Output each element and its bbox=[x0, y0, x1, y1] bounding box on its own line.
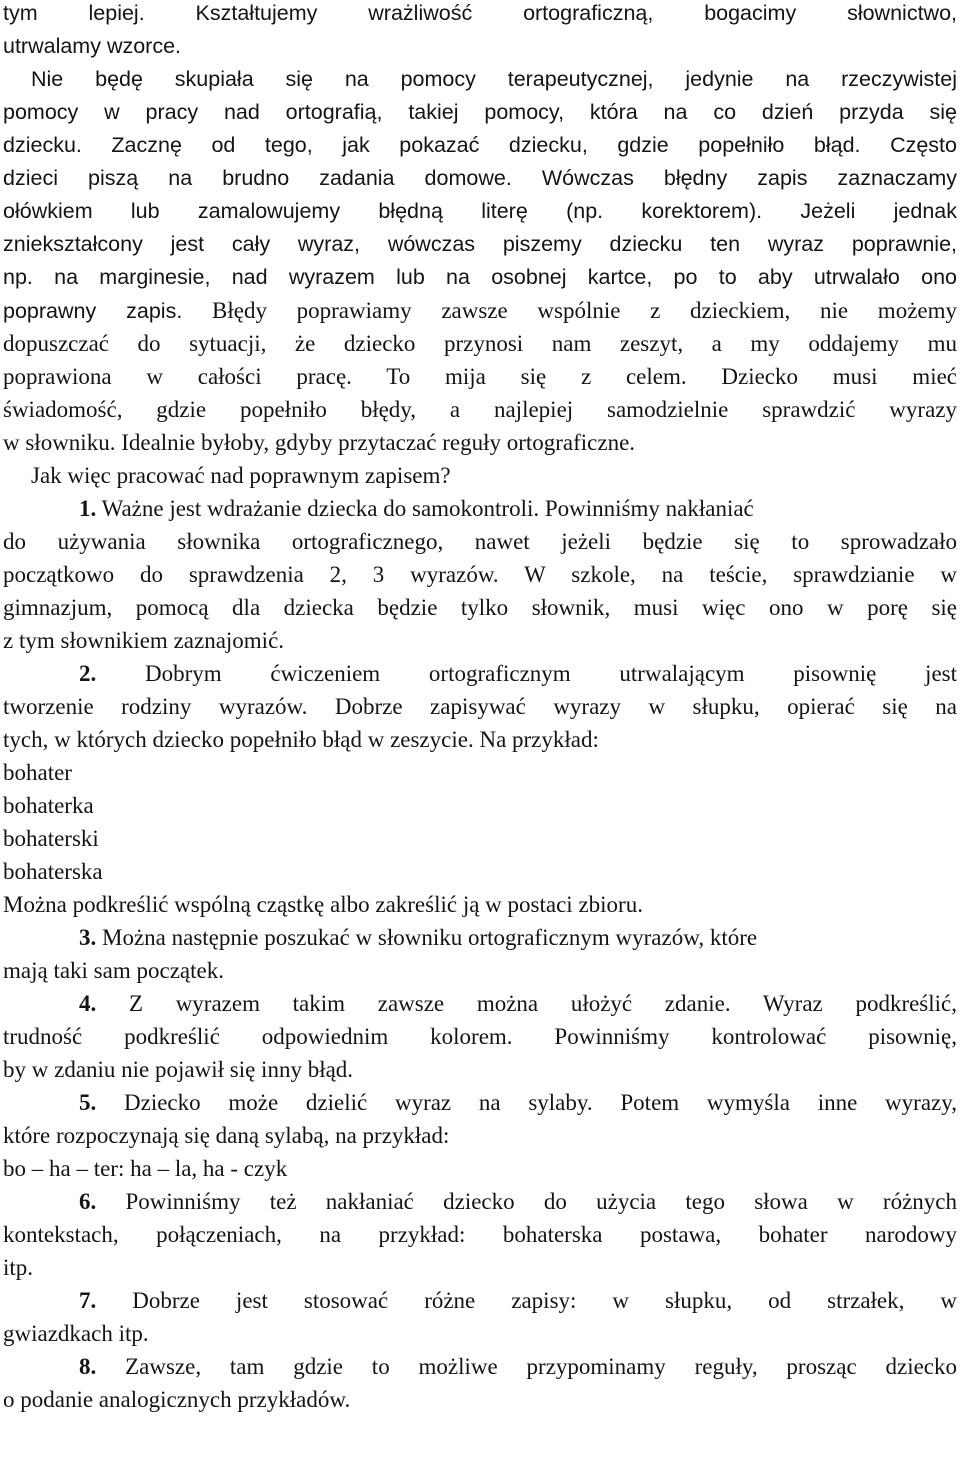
text-line: ołówkiem lub zamalowujemy błędną literę (np. korektorem). Jeżeli jednak bbox=[3, 199, 957, 223]
list-item-heading bbox=[3, 921, 957, 954]
text-line: Jak więc pracować nad poprawnym zapisem? bbox=[31, 463, 451, 488]
text-line: gwiazdkach itp. bbox=[3, 1321, 149, 1346]
syllable-example: bo – ha – ter: ha – la, ha - czyk bbox=[3, 1156, 288, 1181]
text-line: kontekstach, połączeniach, na przykład: bohaterska postawa, bohater narodowy bbox=[3, 1222, 957, 1247]
list-item-heading bbox=[3, 987, 957, 1020]
text-line: świadomość, gdzie popełniło błędy, a najlepiej samodzielnie sprawdzić wyrazy bbox=[3, 397, 957, 422]
list-item-heading bbox=[3, 1185, 957, 1218]
text-segment: poprawny zapis. bbox=[3, 299, 183, 323]
text-line: trudność podkreślić odpowiednim kolorem. Powinniśmy kontrolować pisownię, bbox=[3, 1024, 957, 1049]
text-segment: Błędy poprawiamy zawsze wspólnie z dzieckiem, nie możemy bbox=[212, 298, 957, 323]
text-line: dziecku. Zacznę od tego, jak pokazać dziecku, gdzie popełniło błąd. Często bbox=[3, 133, 957, 157]
text-segment: Można następnie poszukać w słowniku ortograficznym wyrazów, które bbox=[102, 925, 758, 950]
text-segment: Zawsze, tam gdzie to możliwe przypominamy reguły, prosząc dziecko bbox=[125, 1354, 957, 1379]
text-line: dopuszczać do sytuacji, że dziecko przynosi nam zeszyt, a my oddajemy mu bbox=[3, 331, 957, 356]
text-line: pomocy w pracy nad ortografią, takiej pomocy, która na co dzień przyda się bbox=[3, 100, 957, 124]
list-number: 5. bbox=[79, 1090, 97, 1115]
text-line bbox=[3, 294, 957, 327]
text-line: Nie będę skupiała się na pomocy terapeutycznej, jedynie na rzeczywistej bbox=[31, 67, 957, 91]
list-number: 4. bbox=[79, 991, 97, 1016]
text-line: np. na marginesie, nad wyrazem lub na osobnej kartce, po to aby utrwalało ono bbox=[3, 265, 957, 289]
text-line: Można podkreślić wspólną cząstkę albo zakreślić ją w postaci zbioru. bbox=[3, 892, 643, 917]
text-line: poprawiona w całości pracę. To mija się z celem. Dziecko musi mieć bbox=[3, 364, 957, 389]
list-item-heading bbox=[3, 492, 957, 525]
list-item-heading bbox=[3, 1350, 957, 1383]
text-line: które rozpoczynają się daną sylabą, na przykład: bbox=[3, 1123, 450, 1148]
list-item-heading bbox=[3, 657, 957, 690]
text-segment: Z wyrazem takim zawsze można ułożyć zdanie. Wyraz podkreślić, bbox=[128, 991, 957, 1016]
text-line: o podanie analogicznych przykładów. bbox=[3, 1387, 351, 1412]
list-number: 8. bbox=[79, 1354, 97, 1379]
list-number: 1. bbox=[79, 496, 97, 521]
text-segment: Ważne jest wdrażanie dziecka do samokontroli. Powinniśmy nakłaniać bbox=[101, 496, 754, 521]
text-line: tworzenie rodziny wyrazów. Dobrze zapisywać wyrazy w słupku, opierać się na bbox=[3, 694, 957, 719]
list-number: 2. bbox=[79, 661, 97, 686]
text-line: zniekształcony jest cały wyraz, wówczas piszemy dziecku ten wyraz poprawnie, bbox=[3, 232, 957, 256]
text-line: mają taki sam początek. bbox=[3, 958, 224, 983]
text-line: tym lepiej. Kształtujemy wrażliwość ortograficzną, bogacimy słownictwo, bbox=[3, 1, 957, 25]
text-line: dzieci piszą na brudno zadania domowe. Wówczas błędny zapis zaznaczamy bbox=[3, 166, 957, 190]
word-example: bohater bbox=[3, 760, 72, 785]
text-line: itp. bbox=[3, 1255, 34, 1280]
list-number: 6. bbox=[79, 1189, 97, 1214]
word-example: bohaterski bbox=[3, 826, 99, 851]
word-example: bohaterka bbox=[3, 793, 94, 818]
text-line: by w zdaniu nie pojawił się inny błąd. bbox=[3, 1057, 354, 1082]
text-line: do używania słownika ortograficznego, nawet jeżeli będzie się to sprowadzało bbox=[3, 529, 957, 554]
text-line: z tym słownikiem zaznajomić. bbox=[3, 628, 285, 653]
text-line: początkowo do sprawdzenia 2, 3 wyrazów. W szkole, na teście, sprawdzianie w bbox=[3, 562, 957, 587]
text-line: utrwalamy wzorce. bbox=[3, 34, 182, 58]
text-segment: Dziecko może dzielić wyraz na sylaby. Potem wymyśla inne wyrazy, bbox=[124, 1090, 957, 1115]
text-line: gimnazjum, pomocą dla dziecka będzie tylko słownik, musi więc ono w porę się bbox=[3, 595, 957, 620]
text-segment: Dobrym ćwiczeniem ortograficznym utrwalającym pisownię jest bbox=[144, 661, 957, 686]
text-line: w słowniku. Idealnie byłoby, gdyby przytaczać reguły ortograficzne. bbox=[3, 430, 636, 455]
text-segment: Powinniśmy też nakłaniać dziecko do użycia tego słowa w różnych bbox=[125, 1189, 957, 1214]
list-number: 3. bbox=[79, 925, 97, 950]
list-item-heading bbox=[3, 1284, 957, 1317]
word-example: bohaterska bbox=[3, 859, 103, 884]
list-item-heading bbox=[3, 1086, 957, 1119]
list-number: 7. bbox=[79, 1288, 97, 1313]
text-segment: Dobrze jest stosować różne zapisy: w słupku, od strzałek, w bbox=[132, 1288, 957, 1313]
text-line: tych, w których dziecko popełniło błąd w zeszycie. Na przykład: bbox=[3, 727, 599, 752]
